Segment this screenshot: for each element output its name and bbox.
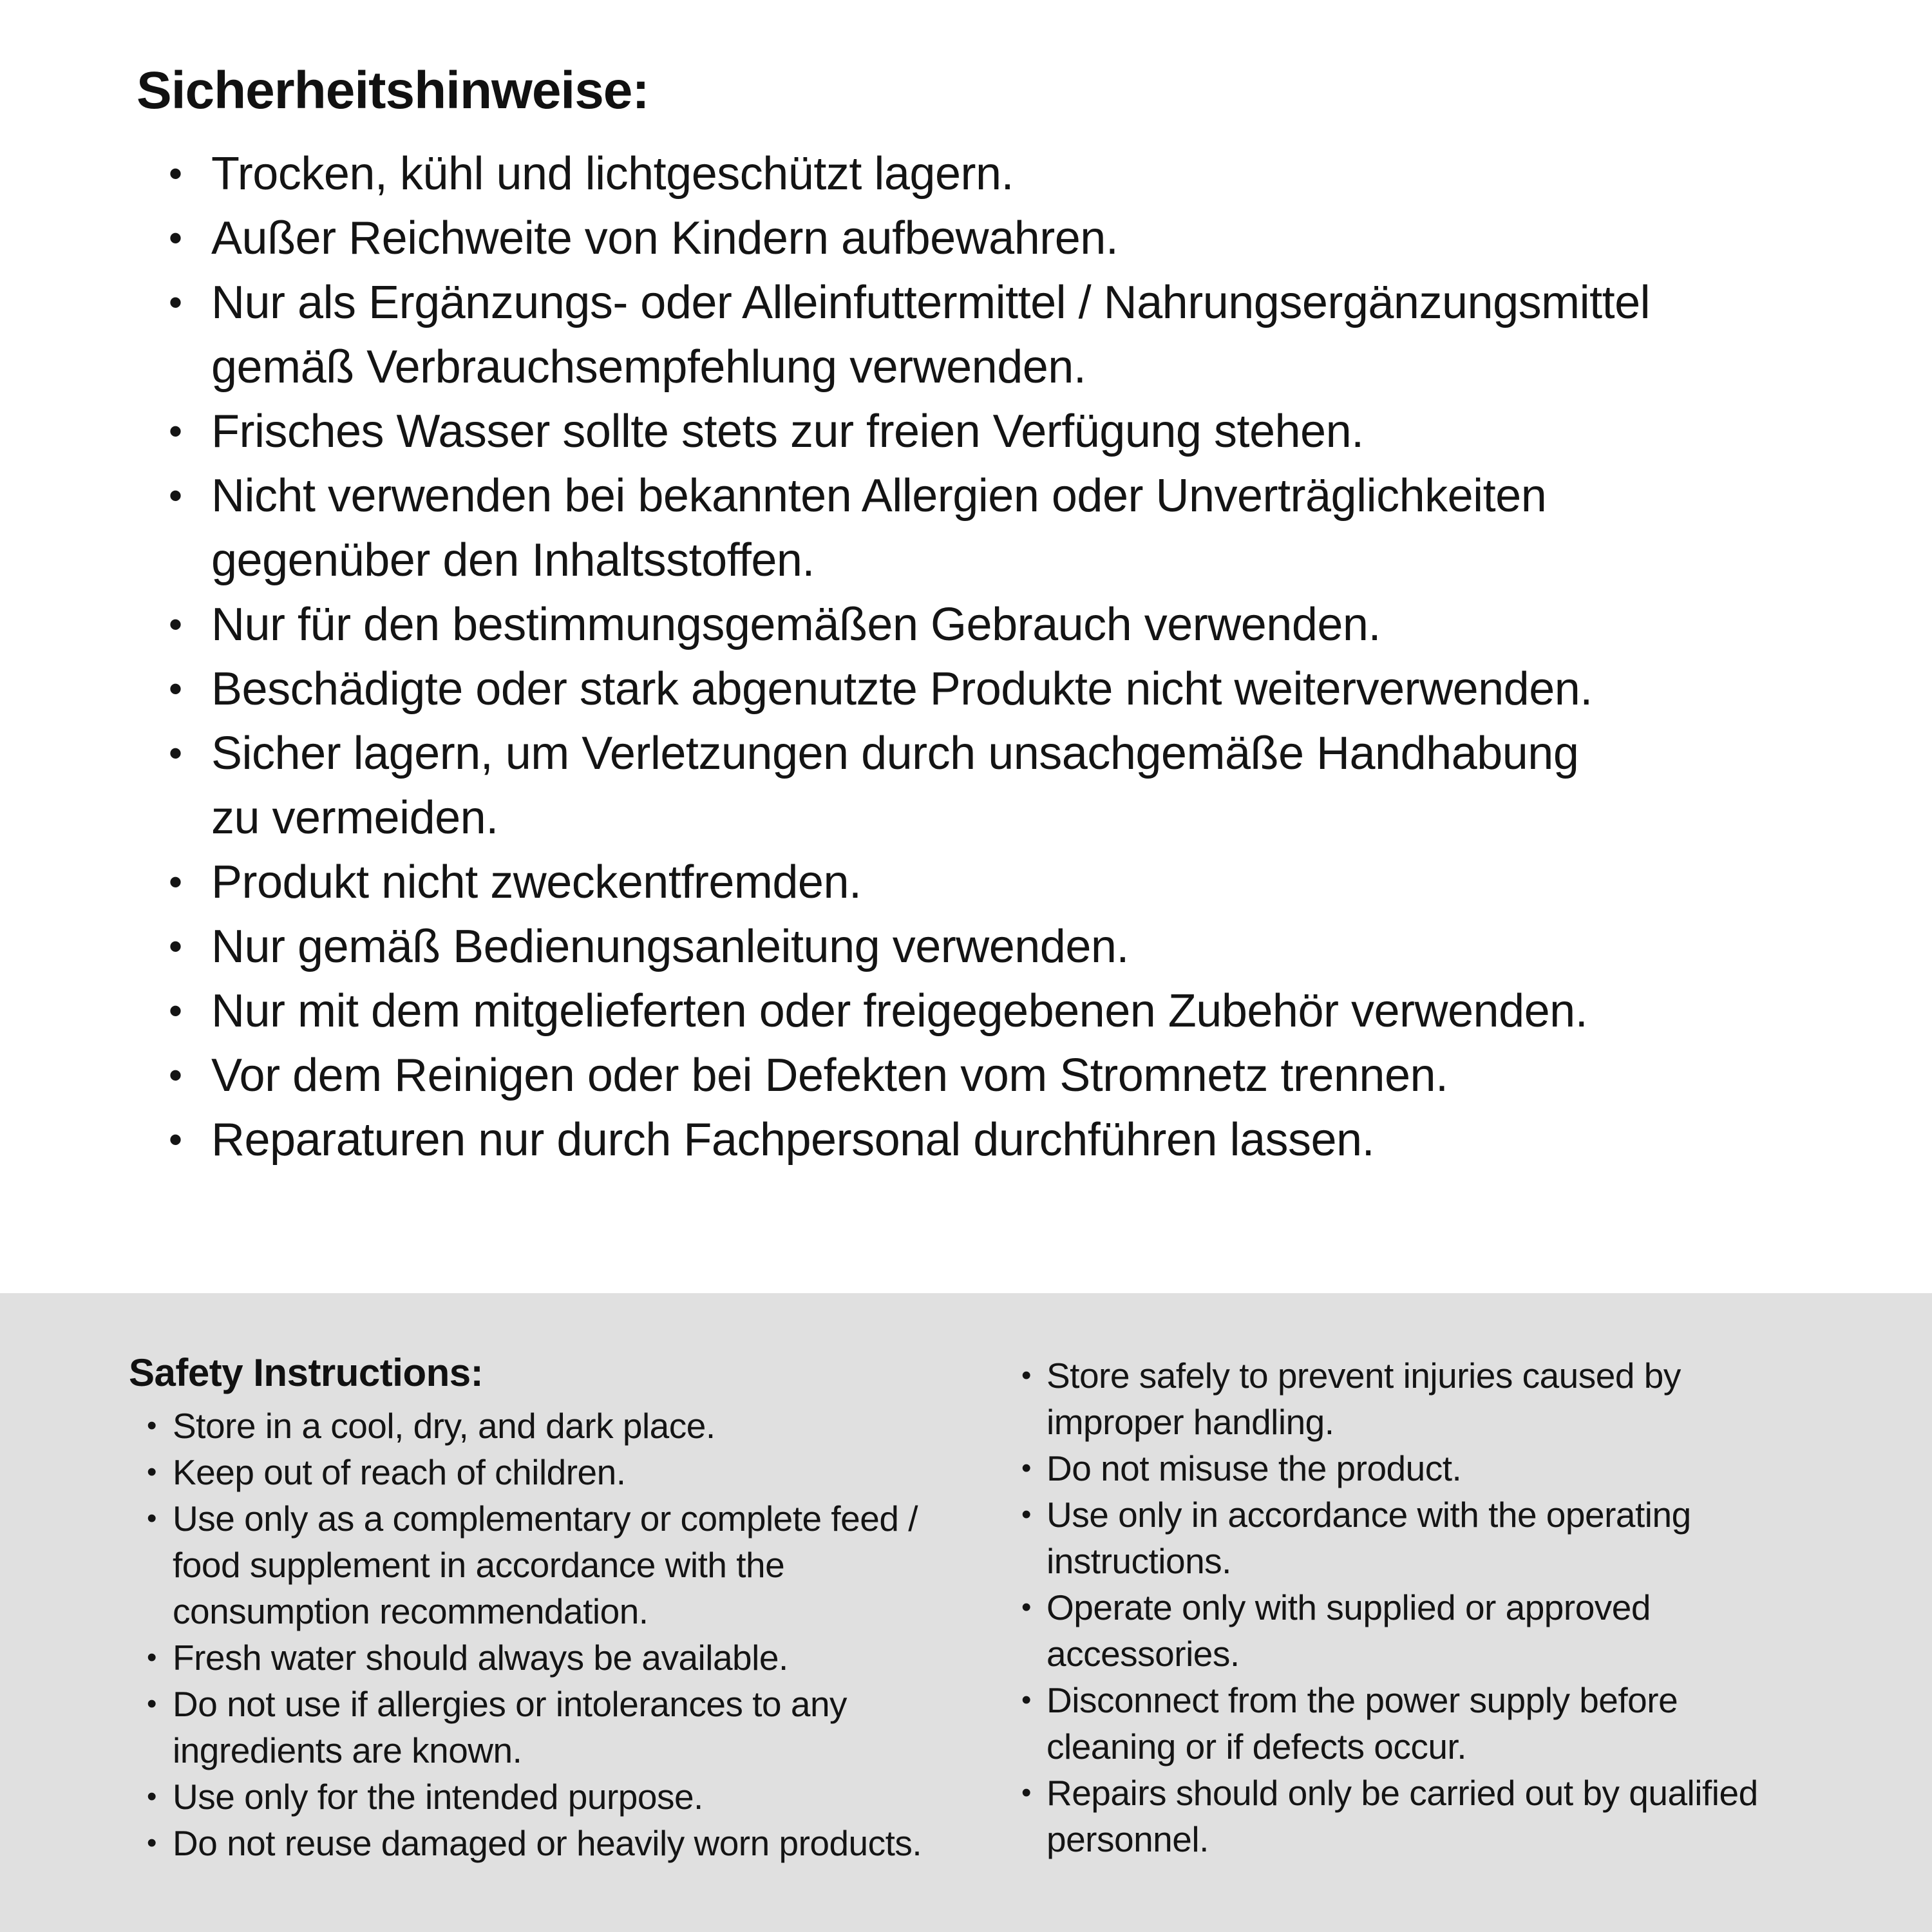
bullet-spacer [162, 335, 211, 399]
bullet-marker: • [147, 1456, 156, 1488]
list-line [162, 721, 1901, 786]
line-text: Vor dem Reinigen oder bei Defekten vom Stromnetz trennen. [211, 1050, 1448, 1101]
line-text: Nur mit dem mitgelieferten oder freigegebenen Zubehör verwenden. [211, 985, 1588, 1037]
list-line [143, 1820, 1006, 1866]
line-text: gemäß Verbrauchsempfehlung verwenden. [211, 341, 1086, 393]
list-line [162, 979, 1901, 1043]
line-text: Operate only with supplied or approved [1046, 1587, 1651, 1627]
bullet-marker: • [1021, 1777, 1031, 1808]
bullet-marker: • [169, 474, 182, 517]
line-text: Fresh water should always be available. [173, 1638, 788, 1678]
list-line [143, 1681, 1006, 1727]
line-text: personnel. [1046, 1819, 1209, 1859]
line-text: Produkt nicht zweckentfremden. [211, 857, 862, 908]
list-line [1018, 1770, 1919, 1816]
list-line [143, 1634, 1006, 1681]
list-line [162, 1108, 1901, 1172]
list-line [143, 1588, 1006, 1634]
bullet-marker: • [169, 667, 182, 710]
bullet-marker: • [169, 410, 182, 453]
list-line [1018, 1445, 1919, 1492]
list-line [143, 1449, 1006, 1495]
line-text: instructions. [1046, 1541, 1231, 1581]
list-line [162, 399, 1901, 464]
list-line [143, 1727, 1006, 1774]
bullet-marker: • [147, 1642, 156, 1673]
line-text: Trocken, kühl und lichtgeschützt lagern. [211, 148, 1014, 200]
bullet-marker: • [1021, 1684, 1031, 1716]
list-line [162, 142, 1901, 206]
german-instructions-list [162, 142, 1901, 1172]
line-text: Nur gemäß Bedienungsanleitung verwenden. [211, 921, 1129, 972]
bullet-spacer [1018, 1631, 1046, 1677]
bullet-marker: • [1021, 1591, 1031, 1623]
bullet-marker: • [169, 603, 182, 646]
list-line [162, 850, 1901, 914]
line-text: consumption recommendation. [173, 1591, 649, 1631]
bullet-marker: • [169, 860, 182, 904]
bullet-marker: • [169, 152, 182, 195]
bullet-marker: • [169, 281, 182, 324]
bullet-marker: • [169, 1118, 182, 1161]
list-line [1018, 1816, 1919, 1862]
german-section-title: Sicherheitshinweise: [137, 61, 649, 120]
bullet-spacer [143, 1588, 173, 1634]
list-line [143, 1495, 1006, 1542]
line-text: accessories. [1046, 1634, 1240, 1674]
line-text: Beschädigte oder stark abgenutzte Produkte nicht weiterverwenden. [211, 663, 1593, 715]
line-text: Repairs should only be carried out by qualified [1046, 1773, 1758, 1813]
bullet-marker: • [147, 1688, 156, 1719]
list-line [162, 657, 1901, 721]
bullet-marker: • [147, 1781, 156, 1812]
line-text: Do not reuse damaged or heavily worn products. [173, 1823, 922, 1863]
list-line [162, 914, 1901, 979]
line-text: Use only in accordance with the operating [1046, 1495, 1691, 1535]
list-line [162, 786, 1901, 850]
line-text: Use only for the intended purpose. [173, 1777, 703, 1817]
list-line [162, 270, 1901, 335]
bullet-spacer [143, 1542, 173, 1588]
line-text: improper handling. [1046, 1402, 1334, 1442]
list-line [1018, 1584, 1919, 1631]
bullet-marker: • [169, 989, 182, 1032]
line-text: Nicht verwenden bei bekannten Allergien oder Unverträglichkeiten [211, 470, 1547, 522]
line-text: Außer Reichweite von Kindern aufbewahren. [211, 213, 1119, 264]
bullet-marker: • [169, 1054, 182, 1097]
bullet-marker: • [147, 1410, 156, 1441]
bullet-marker: • [1021, 1359, 1031, 1391]
list-line [1018, 1631, 1919, 1677]
line-text: Nur als Ergänzungs- oder Alleinfuttermittel / Nahrungsergänzungsmittel [211, 277, 1651, 328]
bullet-marker: • [147, 1502, 156, 1534]
bullet-spacer [1018, 1399, 1046, 1445]
english-section [0, 1293, 1932, 1932]
list-line [1018, 1492, 1919, 1538]
bullet-marker: • [169, 216, 182, 260]
bullet-marker: • [1021, 1452, 1031, 1484]
english-section-title: Safety Instructions: [129, 1351, 484, 1394]
bullet-marker: • [1021, 1499, 1031, 1530]
bullet-spacer [162, 786, 211, 850]
list-line [1018, 1399, 1919, 1445]
line-text: cleaning or if defects occur. [1046, 1727, 1466, 1766]
english-instructions-list-left [143, 1403, 1006, 1866]
line-text: food supplement in accordance with the [173, 1545, 785, 1585]
line-text: Frisches Wasser sollte stets zur freien Verfügung stehen. [211, 406, 1364, 457]
bullet-spacer [1018, 1816, 1046, 1862]
list-line [1018, 1723, 1919, 1770]
line-text: Store in a cool, dry, and dark place. [173, 1406, 715, 1446]
line-text: Keep out of reach of children. [173, 1452, 626, 1492]
list-line [162, 528, 1901, 592]
line-text: Store safely to prevent injuries caused by [1046, 1356, 1681, 1396]
list-line [162, 206, 1901, 270]
line-text: zu vermeiden. [211, 792, 498, 844]
list-line [1018, 1677, 1919, 1723]
list-line [162, 464, 1901, 528]
line-text: Use only as a complementary or complete feed / [173, 1499, 918, 1539]
english-instructions-list-right [1018, 1352, 1919, 1862]
bullet-spacer [1018, 1723, 1046, 1770]
line-text: ingredients are known. [173, 1730, 522, 1770]
bullet-spacer [143, 1727, 173, 1774]
bullet-marker: • [169, 925, 182, 968]
line-text: Do not misuse the product. [1046, 1448, 1462, 1488]
line-text: Do not use if allergies or intolerances to any [173, 1684, 848, 1724]
list-line [143, 1774, 1006, 1820]
line-text: gegenüber den Inhaltsstoffen. [211, 535, 815, 586]
list-line [1018, 1538, 1919, 1584]
list-line [162, 592, 1901, 657]
line-text: Sicher lagern, um Verletzungen durch unsachgemäße Handhabung [211, 728, 1579, 779]
bullet-spacer [1018, 1538, 1046, 1584]
list-line [143, 1403, 1006, 1449]
bullet-marker: • [169, 732, 182, 775]
bullet-spacer [162, 528, 211, 592]
list-line [1018, 1352, 1919, 1399]
list-line [162, 335, 1901, 399]
list-line [143, 1542, 1006, 1588]
list-line [162, 1043, 1901, 1108]
bullet-marker: • [147, 1827, 156, 1859]
line-text: Reparaturen nur durch Fachpersonal durchführen lassen. [211, 1114, 1375, 1166]
line-text: Disconnect from the power supply before [1046, 1680, 1678, 1720]
line-text: Nur für den bestimmungsgemäßen Gebrauch verwenden. [211, 599, 1381, 650]
